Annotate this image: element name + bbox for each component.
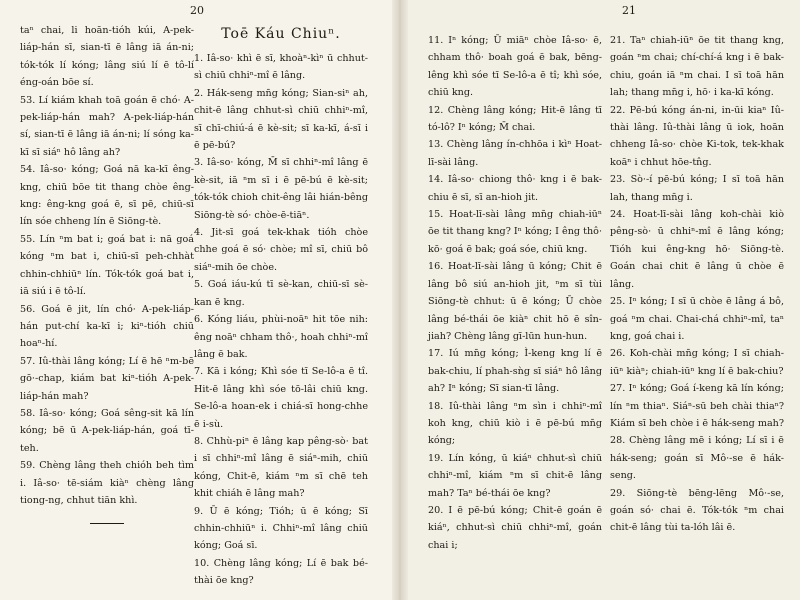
verse-paragraph: 10. Chèng lâng kóng; Lí ē bak bé-thài ōe kng? xyxy=(194,557,368,587)
verse-paragraph: 6. Kóng liáu, phùi-noāⁿ hit tōe nih: êng noāⁿ chham thô·, hoah chhiⁿ-mî lâng ē bak. xyxy=(194,314,368,360)
verse-paragraph: 53. Lí kiám khah toā goán ē chó· A-pek-liáp-hán mah? A-pek-liáp-hán sí, sian-tī ē lâng iā án-ni; lí sóng ka-kī sī siáⁿ hô lâng ah? xyxy=(20,94,194,158)
verse-paragraph: 24. Hoat-lī-sài lâng koh-chài kiò pêng-sò· ū chhiⁿ-mî ē lâng kóng; Tióh kui êng-kng hō· Siōng-tè. Goán chai chit ē lâng ū chòe ē lâng. xyxy=(610,209,784,290)
verse-paragraph: 11. Iⁿ kóng; Ū miāⁿ chòe Iâ-so· ē, chham thô· boah goá ē bak, bēng-lêng khì sóe tī Se-lô-a ē tî; khì sóe, chiū kng. xyxy=(428,35,602,99)
verse-paragraph: 26. Koh-chài mn̄g kóng; I sī chiah-iūⁿ kiàⁿ; chiah-iūⁿ kng lí ē bak-chiu? xyxy=(610,348,784,377)
verse-paragraph: 58. Iâ-so· kóng; Goá sêng-sit kā lín kóng; bē ū A-pek-liáp-hán, goá tī-teh. xyxy=(20,407,194,454)
verse-paragraph: 21. Taⁿ chiah-iūⁿ ōe tit thang kng, goán ⁿm chai; chí-chí-á kng i ē bak-chiu, goán iā ⁿm chai. I sī toā hān lah; thang mn̄g i, hō· i ka-kī kóng. xyxy=(610,35,784,99)
section-end-rule xyxy=(90,523,124,524)
verse-paragraph: 3. Iâ-so· kóng, M̄ sī chhiⁿ-mî lâng ē kè-sit, iā ⁿm sī i ē pē-bú ē kè-sit; tók-tók chioh chit-êng lâi hián-bêng Siōng-tè só· chòe-ē-tiāⁿ. xyxy=(194,157,368,221)
verse-paragraph: 13. Chèng lâng ín-chhōa i kìⁿ Hoat-lī-sài lâng. xyxy=(428,139,602,168)
verse-paragraph: 23. Sò·-í pē-bú kóng; I sī toā hān lah, thang mn̄g i. xyxy=(610,174,784,203)
verse-paragraph: 17. Iú mn̄g kóng; Ì-keng kng lí ē bak-chiu, lí phah-sǹg sī siáⁿ hô lâng ah? Iⁿ kóng; Sī sian-tī lâng. xyxy=(428,348,602,395)
verse-paragraph: 16. Hoat-lī-sài lâng ū kóng; Chit ē lâng bô siú an-hioh jit, ⁿm sī tùi Siōng-tè chhut: ū ē kóng; Ū chòe lâng bé-thái ōe kiàⁿ chit hō ē sîn-jiah? Chèng lâng gī-lūn hun-hun. xyxy=(428,261,602,342)
page-number-right: 21 xyxy=(622,4,636,17)
verse-paragraph: 29. Siōng-tè bēng-lēng Mô·-se, goán só· chai ē. Tók-tók ⁿm chai chit-ē lâng tùi ta-lóh lâi ē. xyxy=(610,487,784,534)
verse-paragraph: 2. Hák-seng mn̄g kóng; Sian-siⁿ ah, chit-ē lâng chhut-sì chiū chhiⁿ-mî, sī chī-chiú-á ē kè-sit; sī ka-kī, á-sī i ē pē-bú? xyxy=(194,87,368,152)
verse-paragraph: 56. Goá ē jit, lín chó· A-pek-liáp-hán put-chí ka-kī i; kiⁿ-tióh chiū hoaⁿ-hí. xyxy=(20,303,194,350)
right-column-2 xyxy=(610,32,784,537)
verse-paragraph: 8. Chhù-piⁿ ē lâng kap pêng-sò· bat i sī chhiⁿ-mî lâng ē siáⁿ-mih, chiū kóng, Chit-ē, kiám ⁿm sī chē teh khit chiáh ē lâng mah? xyxy=(194,435,368,500)
right-column-1 xyxy=(428,32,602,554)
verse-paragraph: 54. Iâ-so· kóng; Goá nā ka-kī êng-kng, chiū bōe tit thang chòe êng-kng: êng-kng goá ē, sī pē, chiū-sī lín sóe chheng lín ē Siōng-tè. xyxy=(20,164,194,228)
verse-paragraph: 59. Chèng lâng theh chióh beh tìm i. Iâ-so· tē-siám kiàⁿ chèng lâng tiong-ng, chhut tiān khì. xyxy=(20,460,194,506)
verse-paragraph: 14. Iâ-so· chiong thô· kng i ē bak-chiu ē sī, sī an-hioh jit. xyxy=(428,174,602,203)
verse-paragraph: taⁿ chai, li hoān-tióh kúi, A-pek-liáp-hán sī, sian-tī ē lâng iā án-ni; tók-tók lí kóng; lâng siú lí ē tô-lí éng-oán bōe sí. xyxy=(20,25,194,89)
verse-paragraph: 55. Lín ⁿm bat i; goá bat i: nā goá kóng ⁿm bat i, chiū-sī peh-chhàt chhin-chhiūⁿ lín. Tók-tók goá bat i, iā siú i ē tô-lí. xyxy=(20,233,194,298)
page-number-left: 20 xyxy=(190,4,204,17)
verse-paragraph: 7. Kā i kóng; Khì sóe tī Se-lô-a ē tî. Hit-ē lâng khì sóe tō-lâi chiū kng. Se-lô-a hoan-ek i chiá-sī hong-chhe ē i-sù. xyxy=(194,366,368,430)
verse-paragraph: 5. Goá iáu-kú tī sè-kan, chiū-sī sè-kan ē kng. xyxy=(194,279,368,308)
verse-paragraph: 9. Ū ē kóng; Tióh; ū ē kóng; Sī chhin-chhiūⁿ i. Chhiⁿ-mî lâng chiū kóng; Goá sī. xyxy=(194,505,368,552)
right-page xyxy=(400,0,800,600)
verse-paragraph: 28. Chèng lâng mē i kóng; Lí sī i ē hák-seng; goán sī Mô·-se ē hák-seng. xyxy=(610,435,784,482)
verse-paragraph: 20. I ē pē-bú kóng; Chit-ē goán ē kiáⁿ, chhut-sì chiū chhiⁿ-mî, goán chai i; xyxy=(428,504,602,551)
left-column-1 xyxy=(20,22,194,524)
verse-paragraph: 19. Lín kóng, ū kiáⁿ chhut-sì chiū chhiⁿ-mî, kiám ⁿm sī chit-ē lâng mah? Taⁿ bé-thái ōe kng? xyxy=(428,452,602,499)
left-column-2 xyxy=(194,22,368,590)
verse-paragraph: 15. Hoat-lī-sài lâng mn̄g chiah-iūⁿ ōe tit thang kng? Iⁿ kóng; I êng thô· kō· goá ē bak; goá sóe, chiū kng. xyxy=(428,209,602,255)
book-gutter xyxy=(392,0,408,600)
verse-paragraph: 25. Iⁿ kóng; I sī ū chòe ē lâng á bô, goá ⁿm chai. Chai-chá chhiⁿ-mî, taⁿ kng, goá chai i. xyxy=(610,296,784,342)
verse-paragraph: 27. Iⁿ kóng; Goá í-keng kā lín kóng; lín ⁿm thiaⁿ. Siáⁿ-sū beh chài thiaⁿ? Kiám sī beh chòe i ē hák-seng mah? xyxy=(610,383,784,429)
verse-paragraph: 22. Pē-bú kóng án-ni, in-ūi kiaⁿ Iû-thài lâng. Iû-thài lâng ū iok, hoān chheng Iâ-so· chòe Ki-tok, tek-khak koāⁿ i chhut hōe-tn̂g. xyxy=(610,104,784,168)
chapter-title: Toē Káu Chiuⁿ. xyxy=(221,26,341,42)
verse-paragraph: 4. Jit-sī goá tek-khak tióh chòe chhe goá ē só· chòe; mî sī, chiū bô siáⁿ-mih ōe chòe. xyxy=(194,227,368,273)
verse-paragraph: 57. Iû-thài lâng kóng; Lí ē hē ⁿm-bē gō·-chap, kiám bat kiⁿ-tióh A-pek-liáp-hán mah? xyxy=(20,355,194,402)
verse-paragraph: 18. Iû-thài lâng ⁿm sìn i chhiⁿ-mî koh kng, chiū kiò i ē pē-bú mn̄g kóng; xyxy=(428,400,602,447)
verse-paragraph: 1. Iâ-so· khì ē sī, khoàⁿ-kìⁿ ū chhut-sì chiū chhiⁿ-mî ē lâng. xyxy=(194,53,368,82)
verse-paragraph: 12. Chèng lâng kóng; Hit-ē lâng tī tó-lô? Iⁿ kóng; M̄ chai. xyxy=(428,104,602,134)
